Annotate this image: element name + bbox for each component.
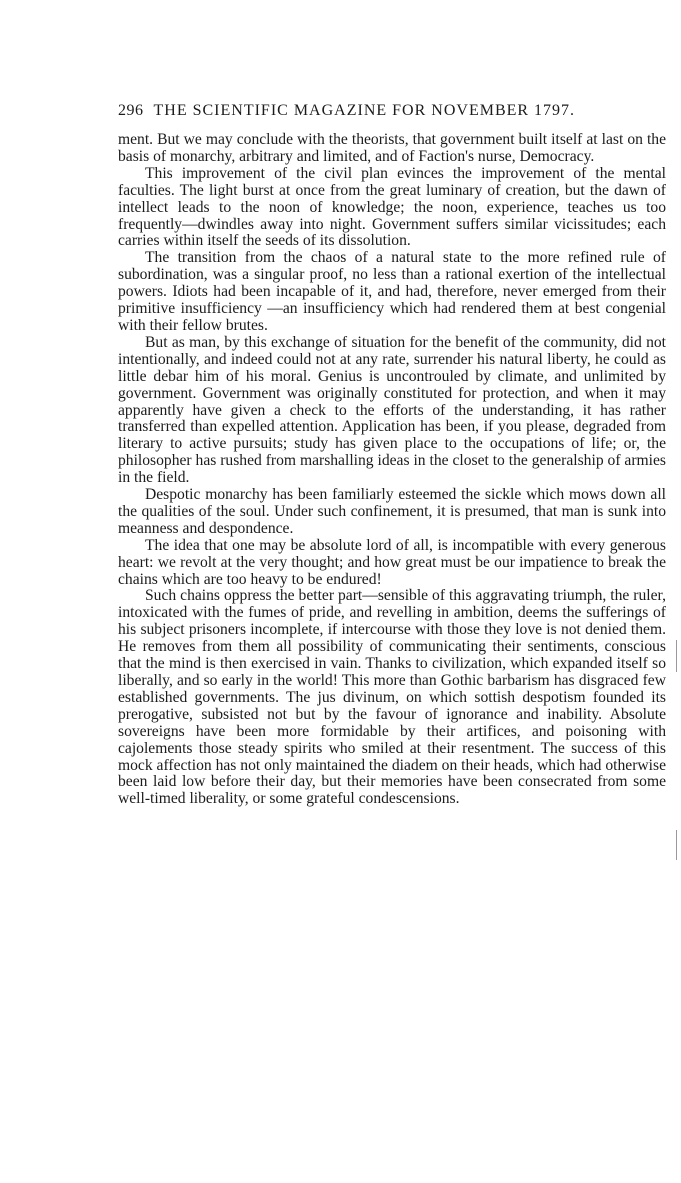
paragraph: Such chains oppress the better part—sensible of this aggravating triumph, the ruler, intoxicated with the fumes of pride, and revelling in ambition, deems the sufferings of his subject prisoners incomplete, if intercourse with those they love is not denied them. He removes from them all possibility of communicating their sentiments, conscious that the mind is then exercised in vain. Thanks to civilization, which expanded itself so liberally, and so early in the world! This more than Gothic barbarism has disgraced few established governments. The jus divinum, on which sottish despotism founded its prerogative, subsisted not but by the favour of ignorance and inability. Absolute sovereigns have been more formidable by their artifices, and poisoning with cajolements those steady spirits who smiled at their resentment. The success of this mock affection has not only maintained the diadem on their heads, which had otherwise been laid low before their day, but their memories have been consecrated from some well-timed liberality, or some grateful condescensions. xyxy=(118,587,666,808)
paragraph: The idea that one may be absolute lord of all, is incompatible with every generous heart: we revolt at the very thought; and how great must be our impatience to break the chains which are too heavy to be endured! xyxy=(118,536,666,588)
page-number: 296 xyxy=(118,102,144,119)
running-head xyxy=(118,102,666,132)
paragraph: This improvement of the civil plan evinces the improvement of the mental faculties. The light burst at once from the great luminary of creation, but the dawn of intellect leads to the noon of knowledge; the noon, experience, teaches us too frequently—dwindles away into night. Government suffers similar vicissitudes; each carries within itself the seeds of its dissolution. xyxy=(118,164,666,250)
paragraph: Despotic monarchy has been familiarly esteemed the sickle which mows down all the qualities of the soul. Under such confinement, it is presumed, that man is sunk into meanness and despondence. xyxy=(118,486,666,537)
running-title: THE SCIENTIFIC MAGAZINE FOR NOVEMBER 1797. xyxy=(153,102,576,119)
paragraph: ment. But we may conclude with the theorists, that government built itself at last on the basis of monarchy, arbitrary and limited, and of Faction's nurse, Democracy. xyxy=(118,131,666,165)
body-text xyxy=(118,132,666,808)
book-page xyxy=(118,102,666,808)
paragraph: But as man, by this exchange of situation for the benefit of the community, did not intentionally, and indeed could not at any rate, surrender his natural liberty, he could as little debar him of his moral. Genius is uncontrouled by climate, and unlimited by government. Government was originally constituted for protection, and when it may apparently have given a check to the efforts of the understanding, it has rather transferred than expelled attention. Application has been, if you please, degraded from literary to active pursuits; study has given place to the occupations of life; or, the philosopher has rushed from marshalling ideas in the closet to the generalship of armies in the field. xyxy=(118,333,666,487)
margin-rule-mark xyxy=(676,640,677,672)
paragraph: The transition from the chaos of a natural state to the more refined rule of subordination, was a singular proof, no less than a rational exertion of the intellectual powers. Idiots had been incapable of it, and had, therefore, never emerged from their primitive insufficiency —an insufficiency which had rendered them at best congenial with their fellow brutes. xyxy=(118,249,666,334)
margin-rule-mark xyxy=(676,830,677,860)
